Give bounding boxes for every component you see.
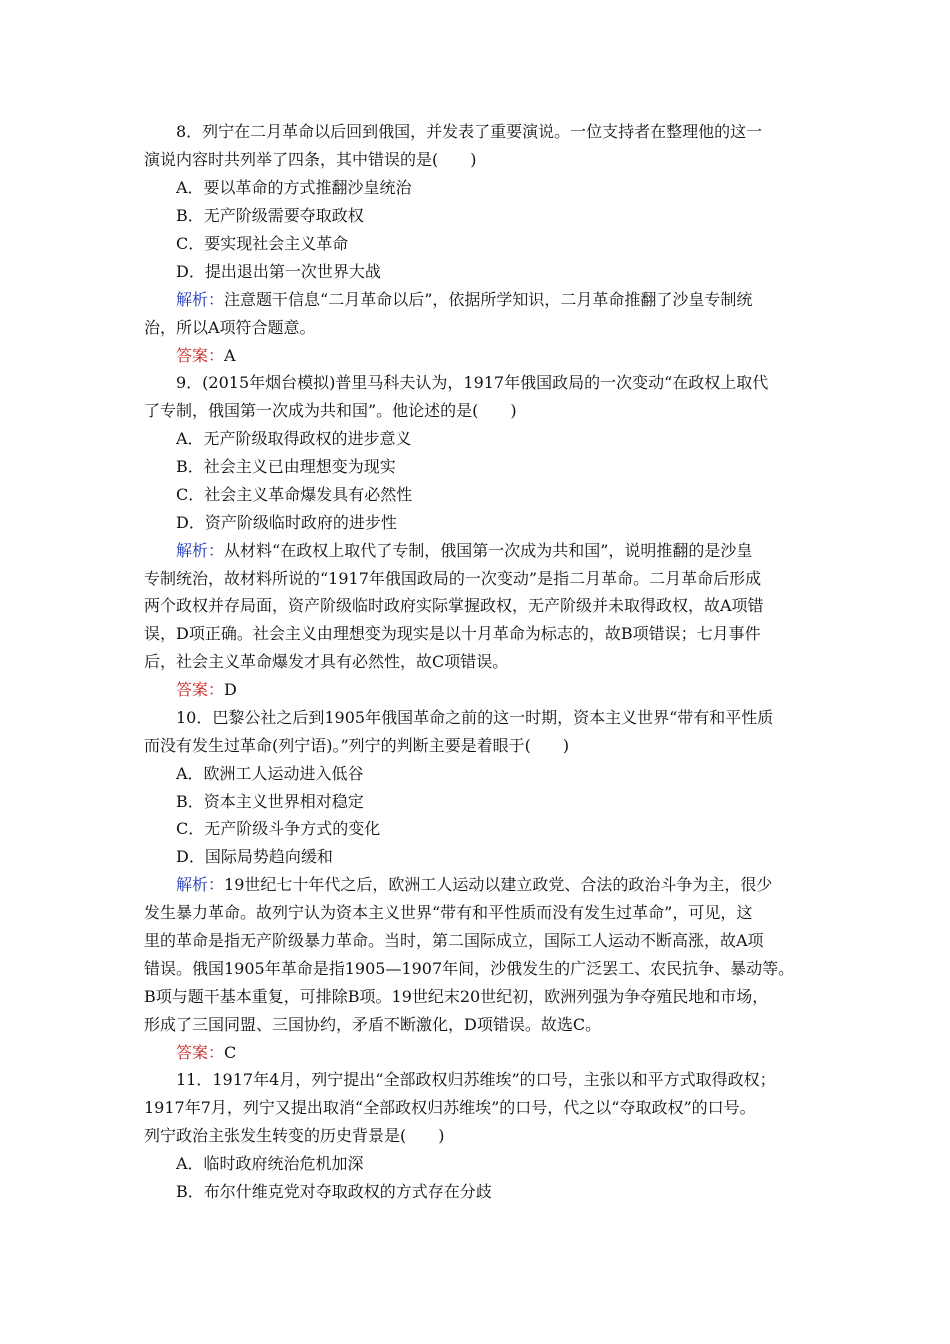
- question-9-analysis-line-5: 后，社会主义革命爆发才具有必然性，故C项错误。: [144, 652, 509, 671]
- question-10-option-c: C．无产阶级斗争方式的变化: [176, 819, 381, 838]
- question-9-option-b: B．社会主义已由理想变为现实: [176, 457, 396, 476]
- question-8-option-a: A．要以革命的方式推翻沙皇统治: [176, 178, 412, 197]
- question-11-stem-line-3: 列宁政治主张发生转变的历史背景是( ): [144, 1126, 445, 1145]
- question-10-option-a: A．欧洲工人运动进入低谷: [176, 764, 364, 783]
- answer-label: 答案：: [176, 346, 225, 365]
- question-8-analysis-line-2: 治，所以A项符合题意。: [144, 318, 316, 337]
- answer-value: A: [224, 346, 236, 365]
- answer-label: 答案：: [176, 1043, 225, 1062]
- analysis-label: 解析：: [176, 875, 225, 894]
- question-8-option-c: C．要实现社会主义革命: [176, 234, 349, 253]
- question-10-option-b: B．资本主义世界相对稳定: [176, 792, 364, 811]
- question-11-stem-line-1: 11．1917年4月，列宁提出“全部政权归苏维埃”的口号，主张以和平方式取得政权；: [176, 1070, 776, 1089]
- question-11-stem-line-2: 1917年7月，列宁又提出取消“全部政权归苏维埃”的口号，代之以“夺取政权”的口号。: [144, 1098, 756, 1117]
- question-10-answer: [176, 1043, 236, 1063]
- analysis-label: 解析：: [176, 541, 225, 560]
- question-9-analysis-line-1: [176, 541, 752, 561]
- question-9-answer: [176, 680, 237, 700]
- question-9-stem-line-1: 9．(2015年烟台模拟)普里马科夫认为，1917年俄国政局的一次变动“在政权上取代: [176, 373, 769, 392]
- analysis-label: 解析：: [176, 290, 225, 309]
- question-9-option-d: D．资产阶级临时政府的进步性: [176, 513, 397, 532]
- question-10-option-d: D．国际局势趋向缓和: [176, 847, 333, 866]
- question-10-analysis-line-3: 里的革命是指无产阶级暴力革命。当时，第二国际成立，国际工人运动不断高涨，故A项: [144, 931, 764, 950]
- question-8-stem-line-2: 演说内容时共列举了四条，其中错误的是( ): [144, 150, 477, 169]
- analysis-text: 19世纪七十年代之后，欧洲工人运动以建立政党、合法的政治斗争为主，很少: [224, 875, 773, 894]
- question-9-analysis-line-2: 专制统治，故材料所说的“1917年俄国政局的一次变动”是指二月革命。二月革命后形成: [144, 569, 762, 588]
- question-10-analysis-line-4: 错误。俄国1905年革命是指1905—1907年间，沙俄发生的广泛罢工、农民抗争、暴动等。: [144, 959, 795, 978]
- question-9-option-a: A．无产阶级取得政权的进步意义: [176, 429, 412, 448]
- analysis-text: 从材料“在政权上取代了专制，俄国第一次成为共和国”，说明推翻的是沙皇: [224, 541, 753, 560]
- question-8-stem-line-1: 8．列宁在二月革命以后回到俄国，并发表了重要演说。一位支持者在整理他的这一: [176, 122, 763, 141]
- question-8-option-b: B．无产阶级需要夺取政权: [176, 206, 364, 225]
- answer-label: 答案：: [176, 680, 225, 699]
- question-8-answer: [176, 346, 236, 366]
- question-9-option-c: C．社会主义革命爆发具有必然性: [176, 485, 413, 504]
- question-8-option-d: D．提出退出第一次世界大战: [176, 262, 381, 281]
- answer-value: D: [224, 680, 237, 699]
- analysis-text: 注意题干信息“二月革命以后”，依据所学知识，二月革命推翻了沙皇专制统: [224, 290, 753, 309]
- question-10-stem-line-2: 而没有发生过革命(列宁语)。”列宁的判断主要是着眼于( ): [144, 736, 570, 755]
- question-10-analysis-line-1: [176, 875, 772, 895]
- question-11-option-a: A．临时政府统治危机加深: [176, 1154, 364, 1173]
- question-9-stem-line-2: 了专制，俄国第一次成为共和国”。他论述的是( ): [144, 401, 517, 420]
- question-11-option-b: B．布尔什维克党对夺取政权的方式存在分歧: [176, 1182, 492, 1201]
- question-10-analysis-line-2: 发生暴力革命。故列宁认为资本主义世界“带有和平性质而没有发生过革命”，可见，这: [144, 903, 753, 922]
- question-8-analysis-line-1: [176, 290, 752, 310]
- question-10-analysis-line-6: 形成了三国同盟、三国协约，矛盾不断激化，D项错误。故选C。: [144, 1015, 602, 1034]
- answer-value: C: [224, 1043, 237, 1062]
- question-9-analysis-line-3: 两个政权并存局面，资产阶级临时政府实际掌握政权，无产阶级并未取得政权，故A项错: [144, 596, 764, 615]
- question-10-analysis-line-5: B项与题干基本重复，可排除B项。19世纪末20世纪初，欧洲列强为争夺殖民地和市场，: [144, 987, 769, 1006]
- question-9-analysis-line-4: 误，D项正确。社会主义由理想变为现实是以十月革命为标志的，故B项错误；七月事件: [144, 624, 761, 643]
- question-10-stem-line-1: 10．巴黎公社之后到1905年俄国革命之前的这一时期，资本主义世界“带有和平性质: [176, 708, 774, 727]
